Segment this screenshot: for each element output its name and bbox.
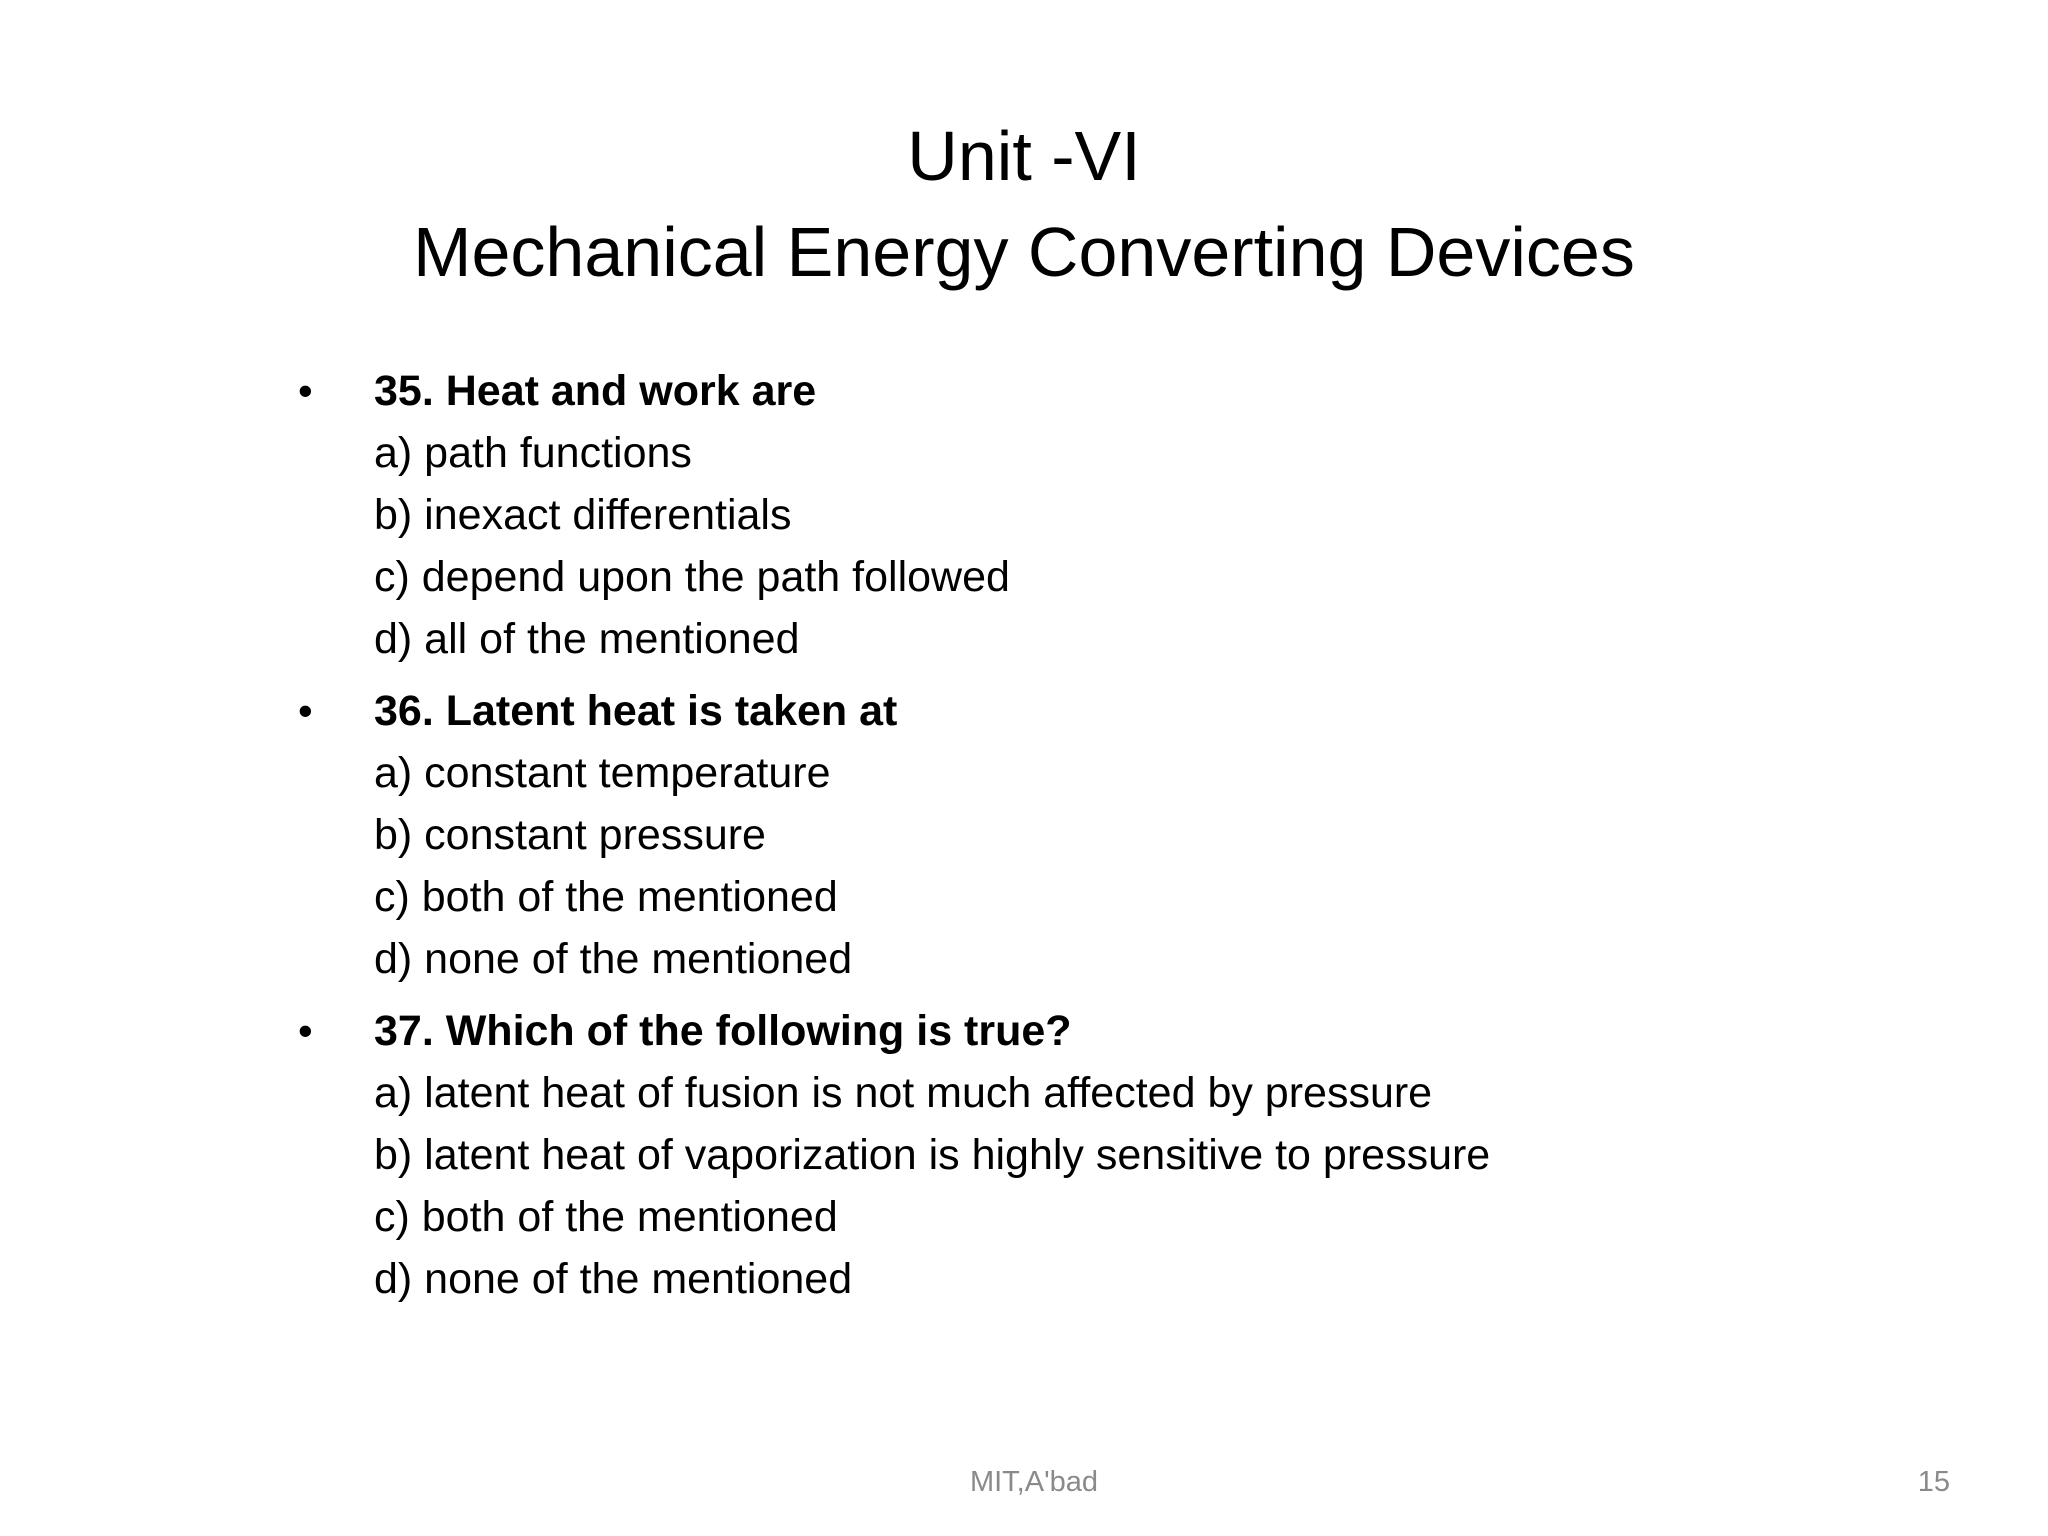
option-a: a) constant temperature (374, 749, 831, 797)
option-d: d) all of the mentioned (374, 615, 800, 663)
question-item (290, 360, 1790, 670)
option-c: c) depend upon the path followed (374, 553, 1010, 601)
question-text: 36. Latent heat is taken at (374, 687, 898, 735)
question-item (290, 680, 1790, 990)
option-c: c) both of the mentioned (374, 1193, 838, 1241)
title-line-1: Unit -VI (907, 117, 1141, 195)
slide-title (0, 108, 2048, 300)
option-b: b) constant pressure (374, 811, 766, 859)
bullet-icon: • (298, 1007, 313, 1054)
bullet-icon: • (298, 687, 313, 734)
question-item (290, 1000, 1790, 1310)
footer-text: MIT,A'bad (969, 1466, 1099, 1498)
option-b: b) latent heat of vaporization is highly sensitive to pressure (374, 1131, 1491, 1179)
bullet-icon: • (298, 367, 313, 414)
option-d: d) none of the mentioned (374, 1255, 853, 1303)
option-a: a) path functions (374, 429, 692, 477)
option-b: b) inexact differentials (374, 491, 792, 539)
option-d: d) none of the mentioned (374, 935, 853, 983)
question-text: 35. Heat and work are (374, 367, 817, 415)
title-line-2: Mechanical Energy Converting Devices (413, 213, 1635, 291)
question-text: 37. Which of the following is true? (374, 1007, 1072, 1055)
page-number: 15 (1917, 1466, 1950, 1498)
option-a: a) latent heat of fusion is not much affected by pressure (374, 1069, 1433, 1117)
option-c: c) both of the mentioned (374, 873, 838, 921)
question-list (290, 360, 1790, 1320)
